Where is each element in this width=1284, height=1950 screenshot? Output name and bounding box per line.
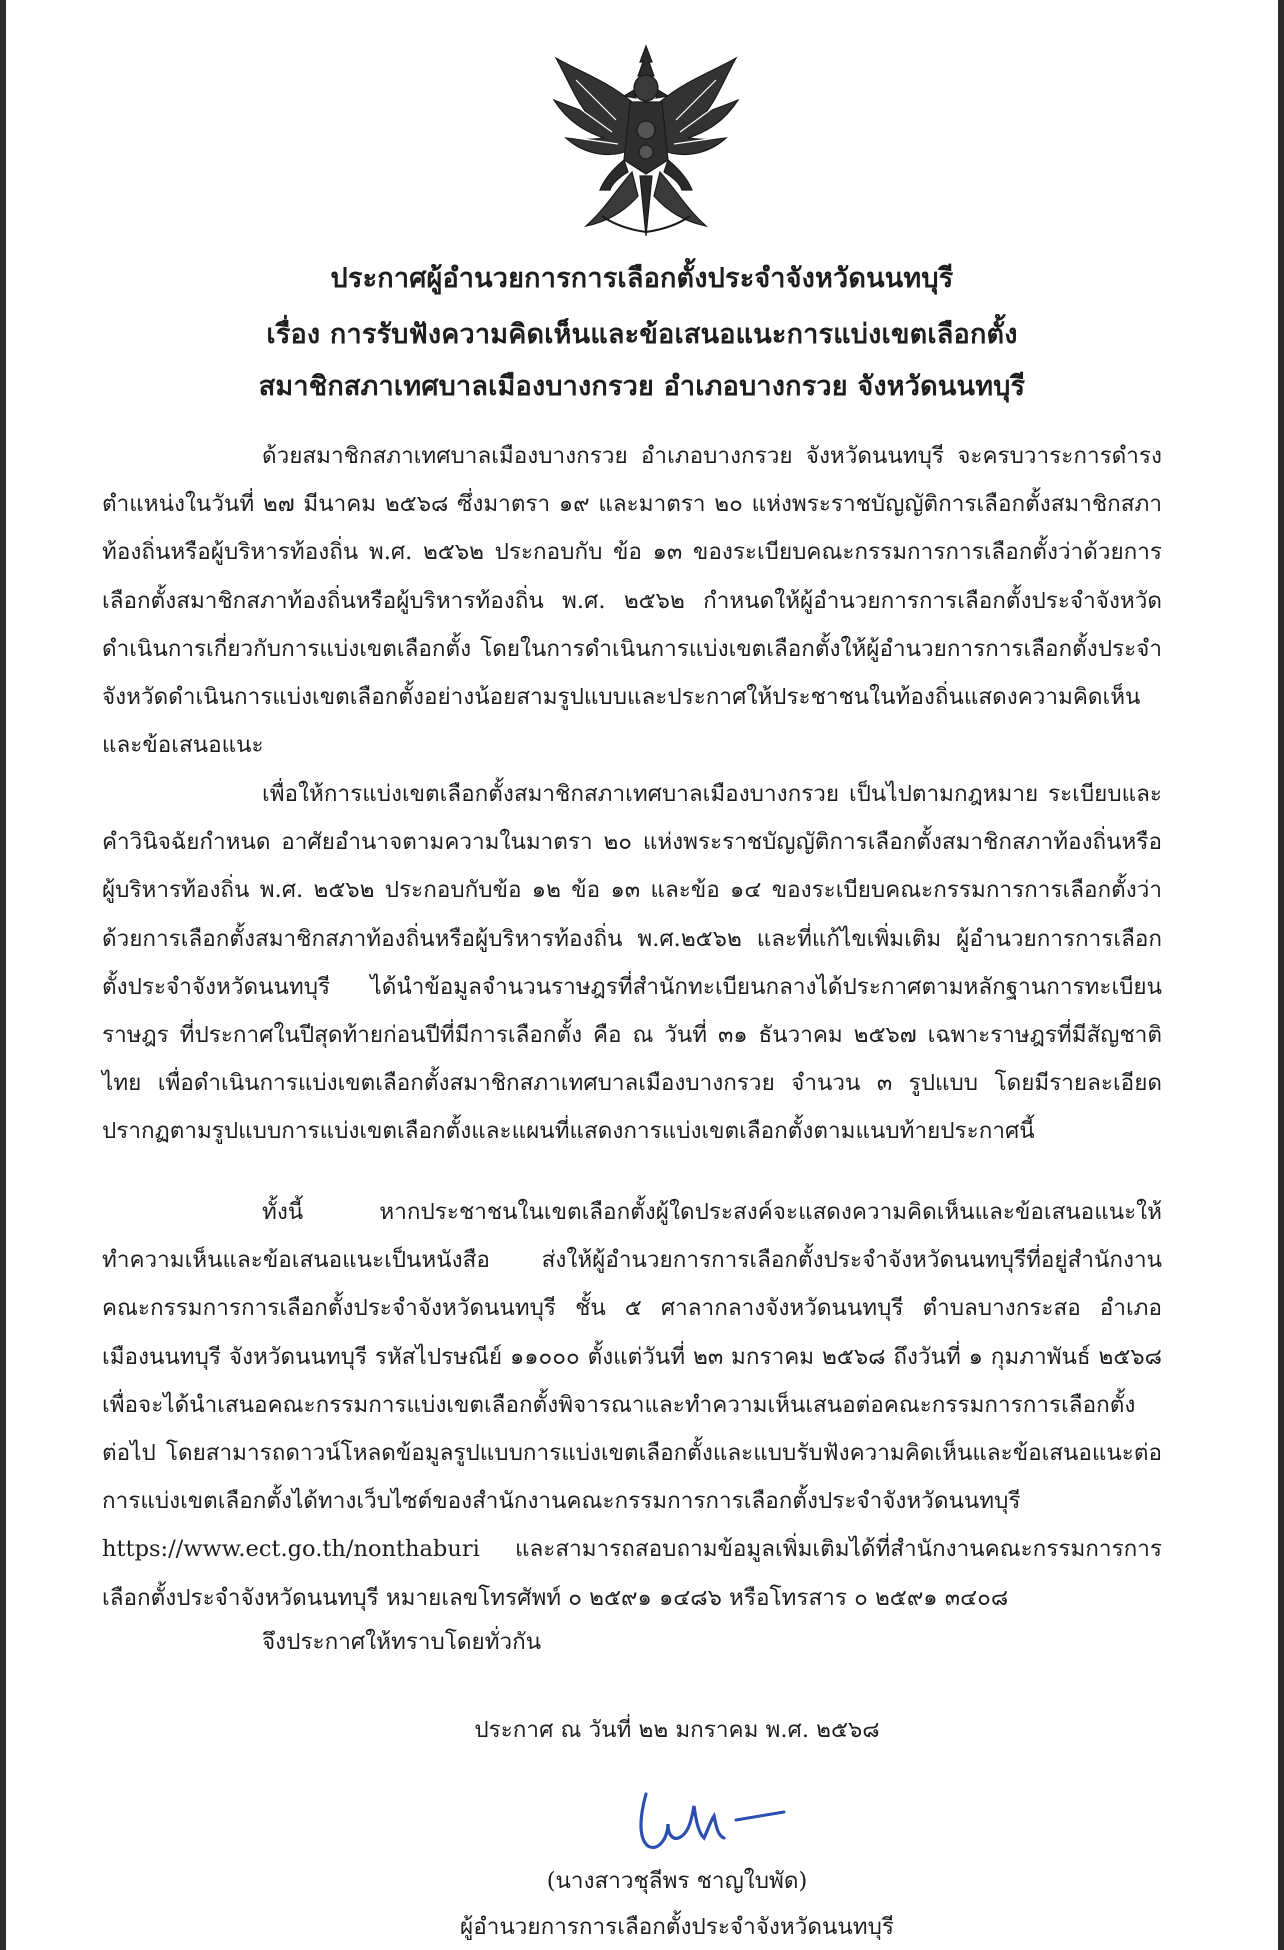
title-line-1: ประกาศผู้อำนวยการการเลือกตั้งประจำจังหวัดนนทบุรี <box>330 263 954 294</box>
closing-statement: จึงประกาศให้ทราบโดยทั่วกัน <box>262 1629 542 1655</box>
garuda-emblem <box>546 40 746 240</box>
body-paragraph-1 <box>102 432 1162 769</box>
body-paragraph-1-text: ด้วยสมาชิกสภาเทศบาลเมืองบางกรวย อำเภอบางกรวย จังหวัดนนทบุรี จะครบวาระการดำรงตำแหน่งในวันที่ ๒๗ มีนาคม ๒๕๖๘ ซึ่งมาตรา ๑๙ และมาตรา ๒๐ แห่งพระราชบัญญัติการเลือกตั้งสมาชิกสภาท้องถิ่นหรือผู้บริหารท้องถิ่น พ.ศ. ๒๕๖๒ ประกอบกับ ข้อ ๑๓ ของระเบียบคณะกรรมการการเลือกตั้งว่าด้วยการเลือกตั้งสมาชิกสภาท้องถิ่นหรือผู้บริหารท้องถิ่น พ.ศ. ๒๕๖๒ กำหนดให้ผู้อำนวยการการเลือกตั้งประจำจังหวัดดำเนินการเกี่ยวกับการแบ่งเขตเลือกตั้ง โดยในการดำเนินการแบ่งเขตเลือกตั้งให้ผู้อำนวยการการเลือกตั้งประจำจังหวัดดำเนินการแบ่งเขตเลือกตั้งอย่างน้อยสามรูปแบบและประกาศให้ประชาชนในท้องถิ่นแสดงความคิดเห็นและข้อเสนอแนะ <box>102 443 1162 759</box>
signatory-name: (นางสาวชุลีพร ชาญใบพัด) <box>546 1868 808 1894</box>
body-paragraph-2 <box>102 770 1162 1156</box>
handwritten-signature <box>634 1776 794 1866</box>
signatory-position: ผู้อำนวยการการเลือกตั้งประจำจังหวัดนนทบุรี <box>460 1914 894 1940</box>
body-paragraph-3 <box>102 1188 1162 1622</box>
body-paragraph-3-text: ทั้งนี้ หากประชาชนในเขตเลือกตั้งผู้ใดประสงค์จะแสดงความคิดเห็นและข้อเสนอแนะให้ทำความเห็นและข้อเสนอแนะเป็นหนังสือ ส่งให้ผู้อำนวยการการเลือกตั้งประจำจังหวัดนนทบุรีที่อยู่สำนักงานคณะกรรมการการเลือกตั้งประจำจังหวัดนนทบุรี ชั้น ๕ ศาลากลางจังหวัดนนทบุรี ตำบลบางกระสอ อำเภอเมืองนนทบุรี จังหวัดนนทบุรี รหัสไปรษณีย์ ๑๑๐๐๐ ตั้งแต่วันที่ ๒๓ มกราคม ๒๕๖๘ ถึงวันที่ ๑ กุมภาพันธ์ ๒๕๖๘ เพื่อจะได้นำเสนอคณะกรรมการแบ่งเขตเลือกตั้งพิจารณาและทำความเห็นเสนอต่อคณะกรรมการการเลือกตั้งต่อไป โดยสามารถดาวน์โหลดข้อมูลรูปแบบการแบ่งเขตเลือกตั้งและแบบรับฟังความคิดเห็นและข้อเสนอแนะต่อการแบ่งเขตเลือกตั้งได้ทางเว็บไซต์ของสำนักงานคณะกรรมการการเลือกตั้งประจำจังหวัดนนทบุรี https://www.ect.go.th/nonthaburi และสามารถสอบถามข้อมูลเพิ่มเติมได้ที่สำนักงานคณะกรรมการการเลือกตั้งประจำจังหวัดนนทบุรี หมายเลขโทรศัพท์ ๐ ๒๕๙๑ ๑๔๘๖ หรือโทรสาร ๐ ๒๕๙๑ ๓๔๐๘ <box>102 1199 1162 1611</box>
title-line-2: เรื่อง การรับฟังความคิดเห็นและข้อเสนอแนะการแบ่งเขตเลือกตั้ง <box>266 319 1018 350</box>
body-paragraph-2-text: เพื่อให้การแบ่งเขตเลือกตั้งสมาชิกสภาเทศบาลเมืองบางกรวย เป็นไปตามกฎหมาย ระเบียบและคำวินิจฉัยกำหนด อาศัยอำนาจตามความในมาตรา ๒๐ แห่งพระราชบัญญัติการเลือกตั้งสมาชิกสภาท้องถิ่นหรือผู้บริหารท้องถิ่น พ.ศ. ๒๕๖๒ ประกอบกับข้อ ๑๒ ข้อ ๑๓ และข้อ ๑๔ ของระเบียบคณะกรรมการการเลือกตั้งว่าด้วยการเลือกตั้งสมาชิกสภาท้องถิ่นหรือผู้บริหารท้องถิ่น พ.ศ.๒๕๖๒ และที่แก้ไขเพิ่มเติม ผู้อำนวยการการเลือกตั้งประจำจังหวัดนนทบุรี ได้นำข้อมูลจำนวนราษฎรที่สำนักทะเบียนกลางได้ประกาศตามหลักฐานการทะเบียนราษฎร ที่ประกาศในปีสุดท้ายก่อนปีที่มีการเลือกตั้ง คือ ณ วันที่ ๓๑ ธันวาคม ๒๕๖๗ เฉพาะราษฎรที่มีสัญชาติไทย เพื่อดำเนินการแบ่งเขตเลือกตั้งสมาชิกสภาเทศบาลเมืองบางกรวย จำนวน ๓ รูปแบบ โดยมีรายละเอียดปรากฏตามรูปแบบการแบ่งเขตเลือกตั้งและแผนที่แสดงการแบ่งเขตเลือกตั้งตามแนบท้ายประกาศนี้ <box>102 781 1162 1145</box>
title-line-3: สมาชิกสภาเทศบาลเมืองบางกรวย อำเภอบางกรวย จังหวัดนนทบุรี <box>258 371 1026 402</box>
announcement-date: ประกาศ ณ วันที่ ๒๒ มกราคม พ.ศ. ๒๕๖๘ <box>474 1717 880 1743</box>
